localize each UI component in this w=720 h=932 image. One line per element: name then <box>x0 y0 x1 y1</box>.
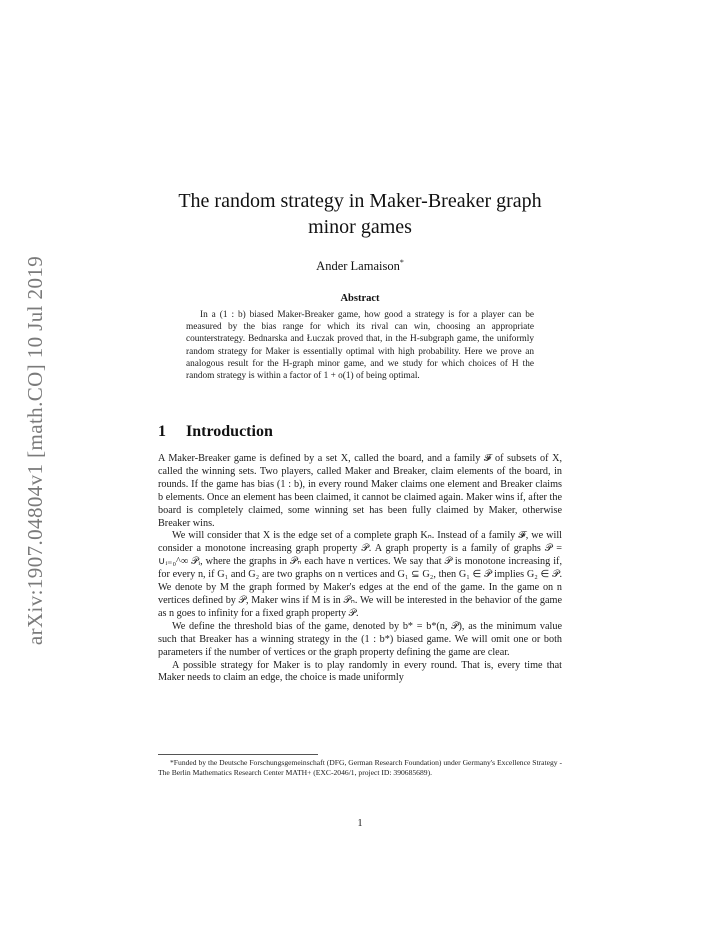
author-footnote-mark: * <box>399 258 404 267</box>
page-number: 1 <box>357 818 363 829</box>
abstract-text: In a (1 : b) biased Maker-Breaker game, how good a strategy is for a player can be measured by the bias range for which its rival can win, choosing an appropriate counterstrategy. Bednarska and Łuczak proved that, in the H-subgraph game, the uniformly random strategy for Maker is essentially optimal with high probability. Here we prove an analogous result for the H-graph minor game, and we study for which choices of H the random strategy is within a factor of 1 + o(1) of being optimal. <box>186 310 534 382</box>
body-paragraph: We will consider that X is the edge set of a complete graph Kₙ. Instead of a family 𝓕, we will consider a monotone increasing graph property 𝒫. A graph property is a family of graphs 𝒫 = ∪ᵢ₌₀^∞ 𝒫ᵢ, where the graphs in 𝒫ₙ each have n vertices. We say that 𝒫 is monotone increasing if, for every n, if G₁ and G₂ are two graphs on n vertices and G₁ ⊆ G₂, then G₁ ∈ 𝒫 implies G₂ ∈ 𝒫. We denote by M the graph formed by Maker's edges at the end of the game. In the game on n vertices defined by 𝒫, Maker wins if M is in 𝒫ₙ. We will be interested in the behavior of the game as n goes to infinity for a fixed graph property 𝒫. <box>158 530 562 619</box>
arxiv-identifier-text: arXiv:1907.04804v1 [math.CO] 10 Jul 2019 <box>23 255 48 645</box>
body-paragraph: A possible strategy for Maker is to play randomly in every round. That is, every time that Maker needs to claim an edge, the choice is made uniformly <box>158 659 562 684</box>
paper-title-line-1: The random strategy in Maker-Breaker graph <box>178 190 542 212</box>
body-paragraph: A Maker-Breaker game is defined by a set X, called the board, and a family 𝓕 of subsets of X, called the winning sets. Two players, called Maker and Breaker, claim elements of the board, in rounds. If the game has bias (1 : b), in every round Maker claims one element and Breaker claims b elements. Once an element has been claimed, it cannot be claimed again. Maker wins if, after the board is completely claimed, some winning set has been fully claimed by Maker, otherwise Breaker wins. <box>158 453 562 529</box>
paper-title-line-2: minor games <box>308 216 412 238</box>
section-heading <box>158 423 458 441</box>
funding-footnote: *Funded by the Deutsche Forschungsgemeinschaft (DFG, German Research Foundation) under Germany's Excellence Strategy - The Berlin Mathematics Research Center MATH+ (EXC-2046/1, project ID: 390685689). <box>158 758 562 777</box>
paper-title <box>150 188 570 240</box>
body-paragraph: We define the threshold bias of the game, denoted by b* = b*(n, 𝒫), as the minimum value such that Breaker has a winning strategy in the (1 : b*) biased game. We will omit one or both parameters if the number of vertices or the graph property defining the game are clear. <box>158 620 562 658</box>
author-name: Ander Lamaison <box>316 259 400 274</box>
author-line <box>250 258 470 274</box>
abstract-heading: Abstract <box>340 293 380 304</box>
section-number: 1 <box>158 423 166 440</box>
arxiv-identifier-stamp <box>14 240 58 660</box>
footnote-rule <box>158 754 318 755</box>
section-body <box>158 453 562 685</box>
section-title: Introduction <box>186 423 273 440</box>
